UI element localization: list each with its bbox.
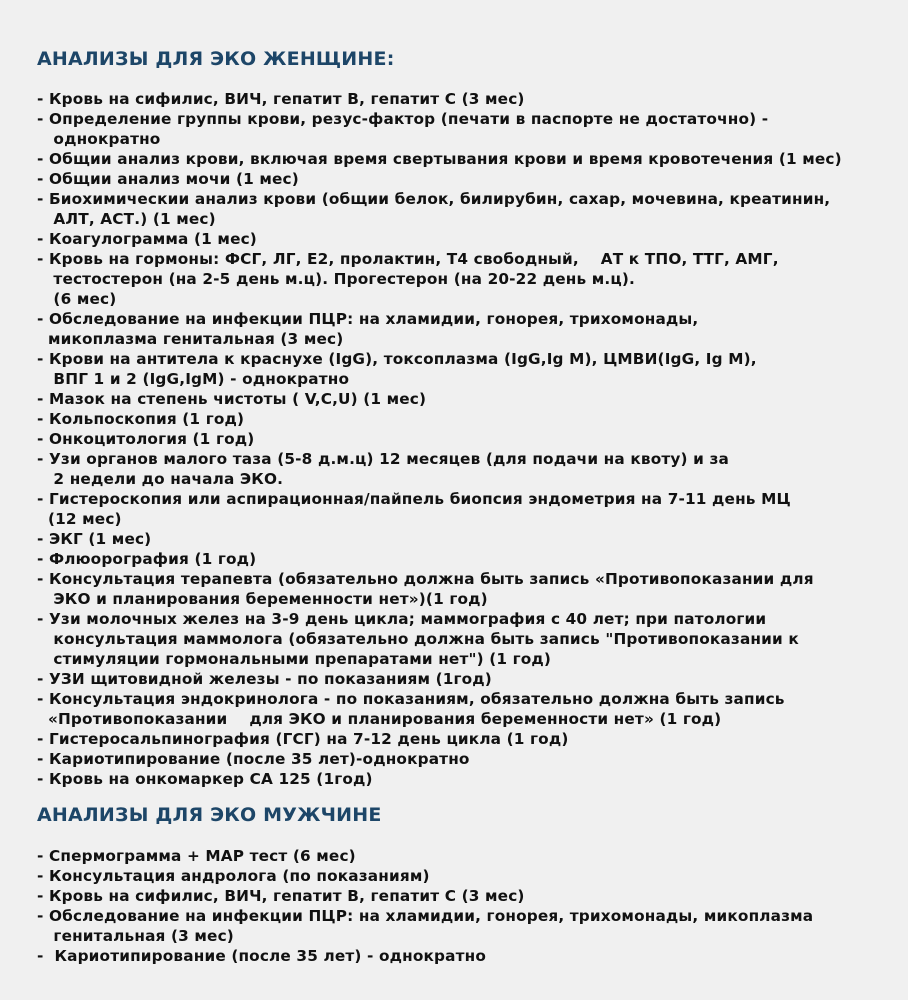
list-item bbox=[37, 89, 842, 109]
list-item bbox=[37, 729, 842, 749]
list-item bbox=[37, 609, 842, 669]
list-item-line: - Онкоцитология (1 год) bbox=[37, 430, 255, 448]
list-item-line: - Кариотипирование (после 35 лет) - однократно bbox=[37, 947, 487, 965]
list-item-line: ВПГ 1 и 2 (IgG,IgM) - однократно bbox=[37, 370, 350, 388]
list-item-line: - Крови на антитела к краснухе (IgG), токсоплазма (IgG,Ig M), ЦМВИ(IgG, Ig M), bbox=[37, 350, 757, 368]
list-item bbox=[37, 189, 842, 229]
list-item-line: - Узи органов малого таза (5-8 д.м.ц) 12 месяцев (для подачи на квоту) и за bbox=[37, 450, 729, 468]
list-item-line: - Обследование на инфекции ПЦР: на хламидии, гонорея, трихомонады, микоплазма bbox=[37, 907, 814, 925]
list-item bbox=[37, 669, 842, 689]
list-item-line: «Противопоказании для ЭКО и планирования беременности нет» (1 год) bbox=[37, 710, 722, 728]
list-item-line: - Кровь на сифилис, ВИЧ, гепатит В, гепатит С (3 мес) bbox=[37, 90, 525, 108]
list-item bbox=[37, 886, 813, 906]
list-item bbox=[37, 549, 842, 569]
men-analysis-list bbox=[37, 846, 813, 966]
list-item-line: - Мазок на степень чистоты ( V,C,U) (1 мес) bbox=[37, 390, 427, 408]
list-item bbox=[37, 429, 842, 449]
list-item bbox=[37, 349, 842, 389]
list-item-line: - Кровь на гормоны: ФСГ, ЛГ, Е2, пролактин, Т4 свободный, АТ к ТПО, ТТГ, АМГ, bbox=[37, 250, 779, 268]
men-section-title: АНАЛИЗЫ ДЛЯ ЭКО МУЖЧИНЕ bbox=[37, 804, 382, 826]
list-item-line: - Кровь на сифилис, ВИЧ, гепатит В, гепатит С (3 мес) bbox=[37, 887, 525, 905]
list-item-line: (12 мес) bbox=[37, 510, 122, 528]
list-item bbox=[37, 309, 842, 349]
list-item-line: микоплазма генитальная (3 мес) bbox=[37, 330, 344, 348]
list-item bbox=[37, 109, 842, 149]
list-item bbox=[37, 149, 842, 169]
list-item bbox=[37, 409, 842, 429]
list-item-line: генитальная (3 мес) bbox=[37, 927, 234, 945]
list-item bbox=[37, 389, 842, 409]
list-item-line: - Биохимическии анализ крови (общии белок, билирубин, сахар, мочевина, креатинин, bbox=[37, 190, 831, 208]
list-item-line: - Гистероскопия или аспирационная/пайпель биопсия эндометрия на 7-11 день МЦ bbox=[37, 490, 791, 508]
list-item-line: - Определение группы крови, резус-фактор (печати в паспорте не достаточно) - bbox=[37, 110, 769, 128]
list-item-line: тестостерон (на 2-5 день м.ц). Прогестерон (на 20-22 день м.ц). bbox=[37, 270, 635, 288]
list-item-line: консультация маммолога (обязательно должна быть запись "Противопоказании к bbox=[37, 630, 799, 648]
list-item-line: - Узи молочных желез на 3-9 день цикла; маммография с 40 лет; при патологии bbox=[37, 610, 767, 628]
list-item-line: однократно bbox=[37, 130, 161, 148]
list-item-line: - Общии анализ крови, включая время свертывания крови и время кровотечения (1 мес) bbox=[37, 150, 842, 168]
list-item-line: - Кариотипирование (после 35 лет)-однократно bbox=[37, 750, 470, 768]
list-item bbox=[37, 229, 842, 249]
list-item-line: - Спермограмма + МАР тест (6 мес) bbox=[37, 847, 356, 865]
list-item-line: - Общии анализ мочи (1 мес) bbox=[37, 170, 299, 188]
list-item bbox=[37, 249, 842, 309]
list-item bbox=[37, 946, 813, 966]
list-item-line: 2 недели до начала ЭКО. bbox=[37, 470, 284, 488]
list-item bbox=[37, 569, 842, 609]
list-item bbox=[37, 866, 813, 886]
list-item-line: - Гистеросальпинография (ГСГ) на 7-12 день цикла (1 год) bbox=[37, 730, 569, 748]
women-section-title: АНАЛИЗЫ ДЛЯ ЭКО ЖЕНЩИНЕ: bbox=[37, 48, 395, 70]
list-item-line: - Консультация андролога (по показаниям) bbox=[37, 867, 430, 885]
list-item bbox=[37, 846, 813, 866]
list-item-line: - Кольпоскопия (1 год) bbox=[37, 410, 245, 428]
list-item bbox=[37, 169, 842, 189]
list-item-line: - Консультация терапевта (обязательно должна быть запись «Противопоказании для bbox=[37, 570, 814, 588]
list-item bbox=[37, 906, 813, 946]
list-item-line: - ЭКГ (1 мес) bbox=[37, 530, 152, 548]
list-item-line: ЭКО и планирования беременности нет»)(1 год) bbox=[37, 590, 488, 608]
list-item-line: - Консультация эндокринолога - по показаниям, обязательно должна быть запись bbox=[37, 690, 785, 708]
list-item-line: (6 мес) bbox=[37, 290, 117, 308]
list-item bbox=[37, 689, 842, 729]
list-item-line: - Кровь на онкомаркер СА 125 (1год) bbox=[37, 770, 373, 788]
list-item bbox=[37, 529, 842, 549]
list-item bbox=[37, 449, 842, 489]
list-item-line: - Флюорография (1 год) bbox=[37, 550, 257, 568]
list-item bbox=[37, 749, 842, 769]
list-item bbox=[37, 489, 842, 529]
list-item bbox=[37, 769, 842, 789]
list-item-line: стимуляции гормональными препаратами нет") (1 год) bbox=[37, 650, 552, 668]
list-item-line: - УЗИ щитовидной железы - по показаниям (1год) bbox=[37, 670, 492, 688]
women-analysis-list bbox=[37, 89, 842, 789]
list-item-line: - Обследование на инфекции ПЦР: на хламидии, гонорея, трихомонады, bbox=[37, 310, 699, 328]
list-item-line: - Коагулограмма (1 мес) bbox=[37, 230, 257, 248]
list-item-line: АЛТ, АСТ.) (1 мес) bbox=[37, 210, 216, 228]
